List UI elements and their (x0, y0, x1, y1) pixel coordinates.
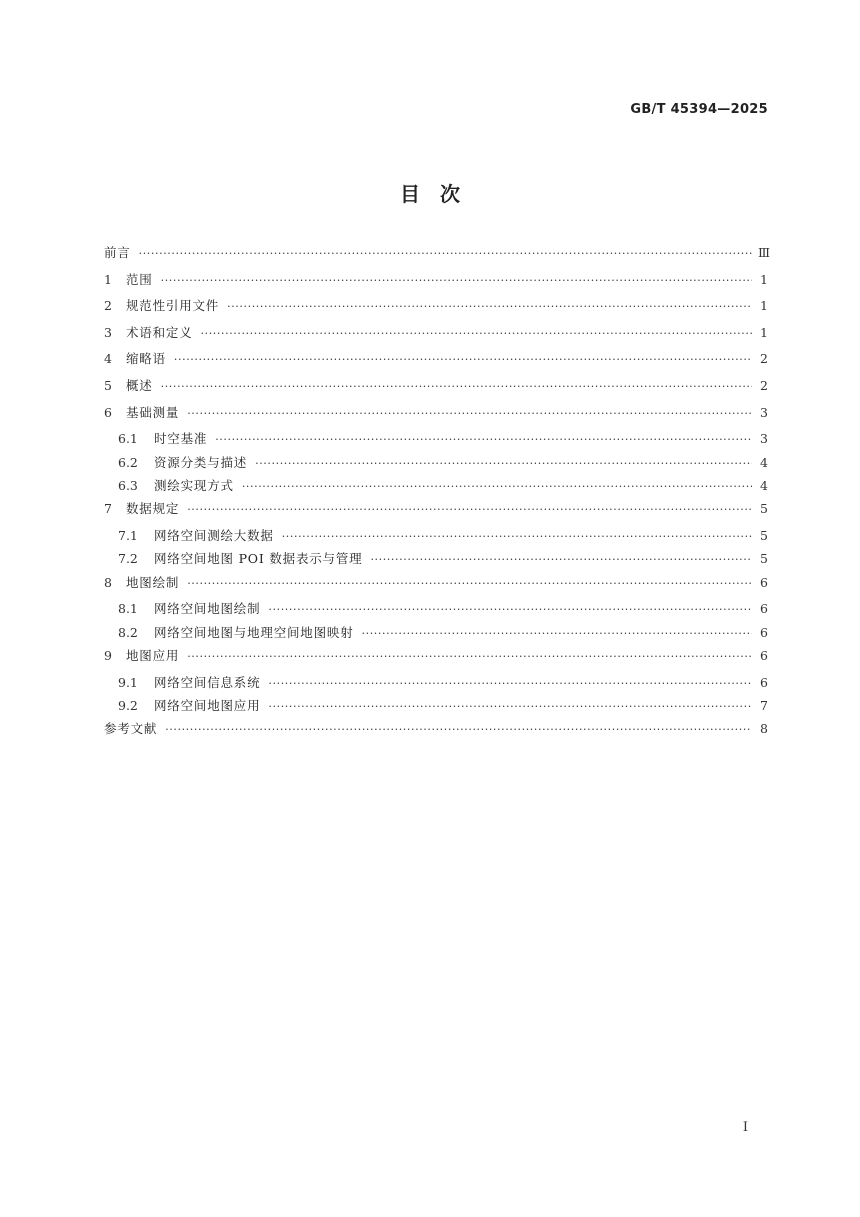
toc-entry-label: 时空基准 (154, 431, 208, 447)
toc-entry-page: Ⅲ (758, 245, 771, 260)
toc-entry-label: 缩略语 (126, 351, 166, 367)
toc-entry-7-2[interactable] (104, 553, 768, 576)
toc-entry-label: 网络空间信息系统 (154, 674, 261, 690)
toc-entry-number: 7 (104, 501, 112, 517)
toc-entry-number: 8.2 (118, 624, 138, 640)
toc-entry-number: 7.1 (118, 527, 138, 543)
toc-entry-label: 术语和定义 (126, 324, 193, 340)
toc-entry-number: 6.3 (118, 477, 138, 493)
toc-leader-dots (255, 458, 752, 469)
toc-entry-4[interactable] (104, 353, 768, 380)
toc-leader-dots (282, 531, 752, 542)
toc-title: 目 次 (400, 182, 460, 206)
toc-entry-page: 5 (760, 527, 768, 543)
toc-entry-foreword[interactable] (104, 245, 771, 274)
toc-leader-dots (161, 275, 752, 286)
toc-leader-dots (187, 651, 752, 662)
toc-leader-dots (268, 604, 752, 615)
toc-entry-label: 网络空间地图 POI 数据表示与管理 (154, 551, 363, 567)
toc-entry-page: 6 (760, 574, 768, 590)
toc-entry-number: 2 (104, 298, 112, 314)
toc-entry-page: 8 (760, 721, 768, 737)
toc-leader-dots (187, 578, 752, 589)
toc-entry-label: 资源分类与描述 (154, 454, 248, 470)
toc-entry-page: 6 (760, 601, 768, 617)
toc-entry-8-2[interactable] (104, 624, 768, 650)
toc-entry-9[interactable] (104, 650, 768, 677)
toc-entry-label: 基础测量 (126, 404, 180, 420)
toc-entry-label: 前言 (104, 245, 131, 260)
toc-entry-6-2[interactable] (104, 454, 768, 480)
toc-entry-page: 2 (760, 377, 768, 393)
toc-entry-label: 网络空间测绘大数据 (154, 527, 274, 543)
toc-leader-dots (139, 248, 752, 259)
toc-entry-5[interactable] (104, 377, 768, 407)
toc-entry-3[interactable] (104, 324, 768, 354)
toc-entry-1[interactable] (104, 271, 768, 301)
toc-entry-page: 3 (760, 431, 768, 447)
toc-entry-page: 3 (760, 404, 768, 420)
toc-entry-number: 8 (104, 574, 112, 590)
toc-entry-page: 6 (760, 624, 768, 640)
toc-entry-number: 3 (104, 324, 112, 340)
toc-leader-dots (174, 354, 752, 365)
toc-entry-page: 5 (760, 501, 768, 517)
toc-entry-page: 4 (760, 477, 768, 493)
toc-entry-label: 概述 (126, 377, 153, 393)
page-number: Ⅰ (742, 1120, 748, 1135)
toc-entry-page: 2 (760, 351, 768, 367)
toc-entry-6[interactable] (104, 404, 768, 434)
toc-entry-label: 网络空间地图绘制 (154, 601, 261, 617)
toc-entry-label: 地图绘制 (126, 574, 180, 590)
toc-leader-dots (165, 724, 752, 735)
toc-entry-number: 4 (104, 351, 112, 367)
toc-leader-dots (201, 328, 752, 339)
toc-entry-7-1[interactable] (104, 527, 768, 553)
toc-entry-6-1[interactable] (104, 433, 768, 456)
toc-entry-number: 1 (104, 271, 112, 287)
toc-entry-label: 参考文献 (104, 721, 158, 737)
toc-leader-dots (187, 408, 752, 419)
toc-leader-dots (227, 301, 752, 312)
toc-leader-dots (370, 554, 752, 565)
toc-entry-page: 6 (760, 648, 768, 664)
toc-entry-page: 7 (760, 698, 768, 714)
toc-entry-number: 7.2 (118, 551, 138, 567)
toc-entry-references[interactable] (104, 723, 768, 750)
toc-entry-2[interactable] (104, 300, 768, 327)
toc-entry-9-2[interactable] (104, 700, 768, 723)
toc-leader-dots (215, 434, 752, 445)
toc-entry-page: 4 (760, 454, 768, 470)
toc-entry-8[interactable] (104, 574, 768, 604)
toc-leader-dots (242, 481, 752, 492)
toc-entry-label: 范围 (126, 271, 153, 287)
toc-entry-number: 9.1 (118, 674, 138, 690)
toc-leader-dots (268, 701, 752, 712)
toc-entry-label: 规范性引用文件 (126, 298, 220, 314)
toc-leader-dots (161, 381, 752, 392)
toc-entry-number: 8.1 (118, 601, 138, 617)
toc-entry-page: 6 (760, 674, 768, 690)
toc-entry-number: 9.2 (118, 698, 138, 714)
toc-entry-8-1[interactable] (104, 603, 768, 626)
toc-leader-dots (268, 678, 752, 689)
toc-entry-7[interactable] (104, 503, 768, 530)
toc-entry-label: 网络空间地图与地理空间地图映射 (154, 624, 354, 640)
toc-entry-number: 6.1 (118, 431, 138, 447)
toc-entry-label: 测绘实现方式 (154, 477, 234, 493)
toc-entry-number: 9 (104, 648, 112, 664)
table-of-contents (104, 245, 771, 750)
toc-entry-page: 5 (760, 551, 768, 567)
toc-entry-label: 网络空间地图应用 (154, 698, 261, 714)
standard-code: GB/T 45394—2025 (630, 102, 768, 117)
toc-entry-number: 6 (104, 404, 112, 420)
toc-entry-page: 1 (760, 298, 768, 314)
toc-entry-number: 6.2 (118, 454, 138, 470)
toc-entry-label: 数据规定 (126, 501, 180, 517)
toc-leader-dots (187, 504, 752, 515)
toc-leader-dots (362, 628, 752, 639)
toc-entry-page: 1 (760, 271, 768, 287)
toc-entry-label: 地图应用 (126, 648, 180, 664)
toc-entry-6-3[interactable] (104, 477, 768, 503)
toc-entry-page: 1 (760, 324, 768, 340)
toc-entry-9-1[interactable] (104, 674, 768, 700)
toc-entry-number: 5 (104, 377, 112, 393)
